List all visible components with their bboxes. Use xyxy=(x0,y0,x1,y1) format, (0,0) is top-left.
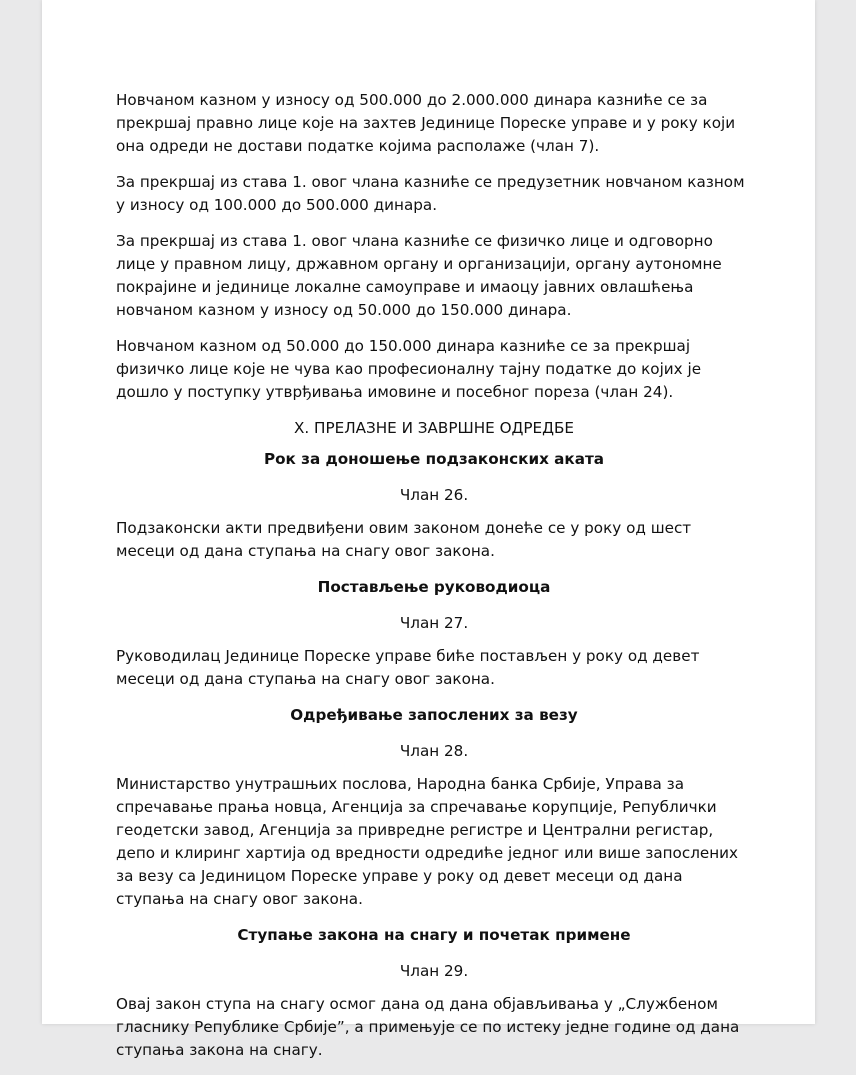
document-content xyxy=(116,89,752,1075)
section-heading-bylaws: Рок за доношење подзаконских аката xyxy=(263,450,605,468)
chapter-title: X. ПРЕЛАЗНЕ И ЗАВРШНЕ ОДРЕДБЕ xyxy=(293,419,575,437)
article-28-number: Члан 28. xyxy=(399,742,469,760)
document-page xyxy=(42,0,815,1059)
section-heading-entry-into-force: Ступање закона на снагу и почетак примене xyxy=(237,926,631,944)
paragraph-fine-natural-person: За прекршај из става 1. овог члана казниће се физичко лице и одговорно лице у правном лицу, државном органу и организацији, органу аутономне покрајине и јединице локалне самоуправе и имаоцу јавних овлашћења новчаном казном у износу од 50.000 до 150.000 динара. xyxy=(116,232,722,319)
article-27-text: Руководилац Јединице Пореске управе биће постављен у року од девет месеци од дана ступања на снагу овог закона. xyxy=(116,647,700,688)
article-27-number: Члан 27. xyxy=(399,614,469,632)
article-29-number: Члан 29. xyxy=(399,962,469,980)
article-26-number: Члан 26. xyxy=(399,486,469,504)
article-28-text: Министарство унутрашњих послова, Народна банка Србије, Управа за спречавање прања новца, Агенција за спречавање корупције, Републички геодетски завод, Агенција за привредне регистре и Централни регистар, депо и клиринг хартија од вредности одредиће једног или више запослених за везу са Јединицом Пореске управе у року од девет месеци од дана ступања на снагу овог закона. xyxy=(116,775,739,908)
article-29-text: Овај закон ступа на снагу осмог дана од дана објављивања у „Службеном гласнику Републике Србије”, а примењује се по истеку једне године од дана ступања закона на снагу. xyxy=(116,995,740,1059)
paragraph-fine-professional-secrecy: Новчаном казном од 50.000 до 150.000 динара казниће се за прекршај физичко лице које не чува као професионалну тајну податке до којих је дошло у поступку утврђивања имовине и посебног пореза (члан 24). xyxy=(116,337,702,401)
paragraph-fine-legal-entity: Новчаном казном у износу од 500.000 до 2.000.000 динара казниће се за прекршај правно лице које на захтев Јединице Пореске управе и у року који она одреди не достави податке којима располаже (члан 7). xyxy=(116,91,736,155)
section-heading-liaison: Одређивање запослених за везу xyxy=(290,706,578,724)
paragraph-fine-entrepreneur: За прекршај из става 1. овог члана казниће се предузетник новчаном казном у износу од 100.000 до 500.000 динара. xyxy=(116,173,745,214)
section-heading-appointment: Постављење руководиоца xyxy=(317,578,551,596)
article-26-text: Подзаконски акти предвиђени овим законом донеће се у року од шест месеци од дана ступања на снагу овог закона. xyxy=(116,519,692,560)
